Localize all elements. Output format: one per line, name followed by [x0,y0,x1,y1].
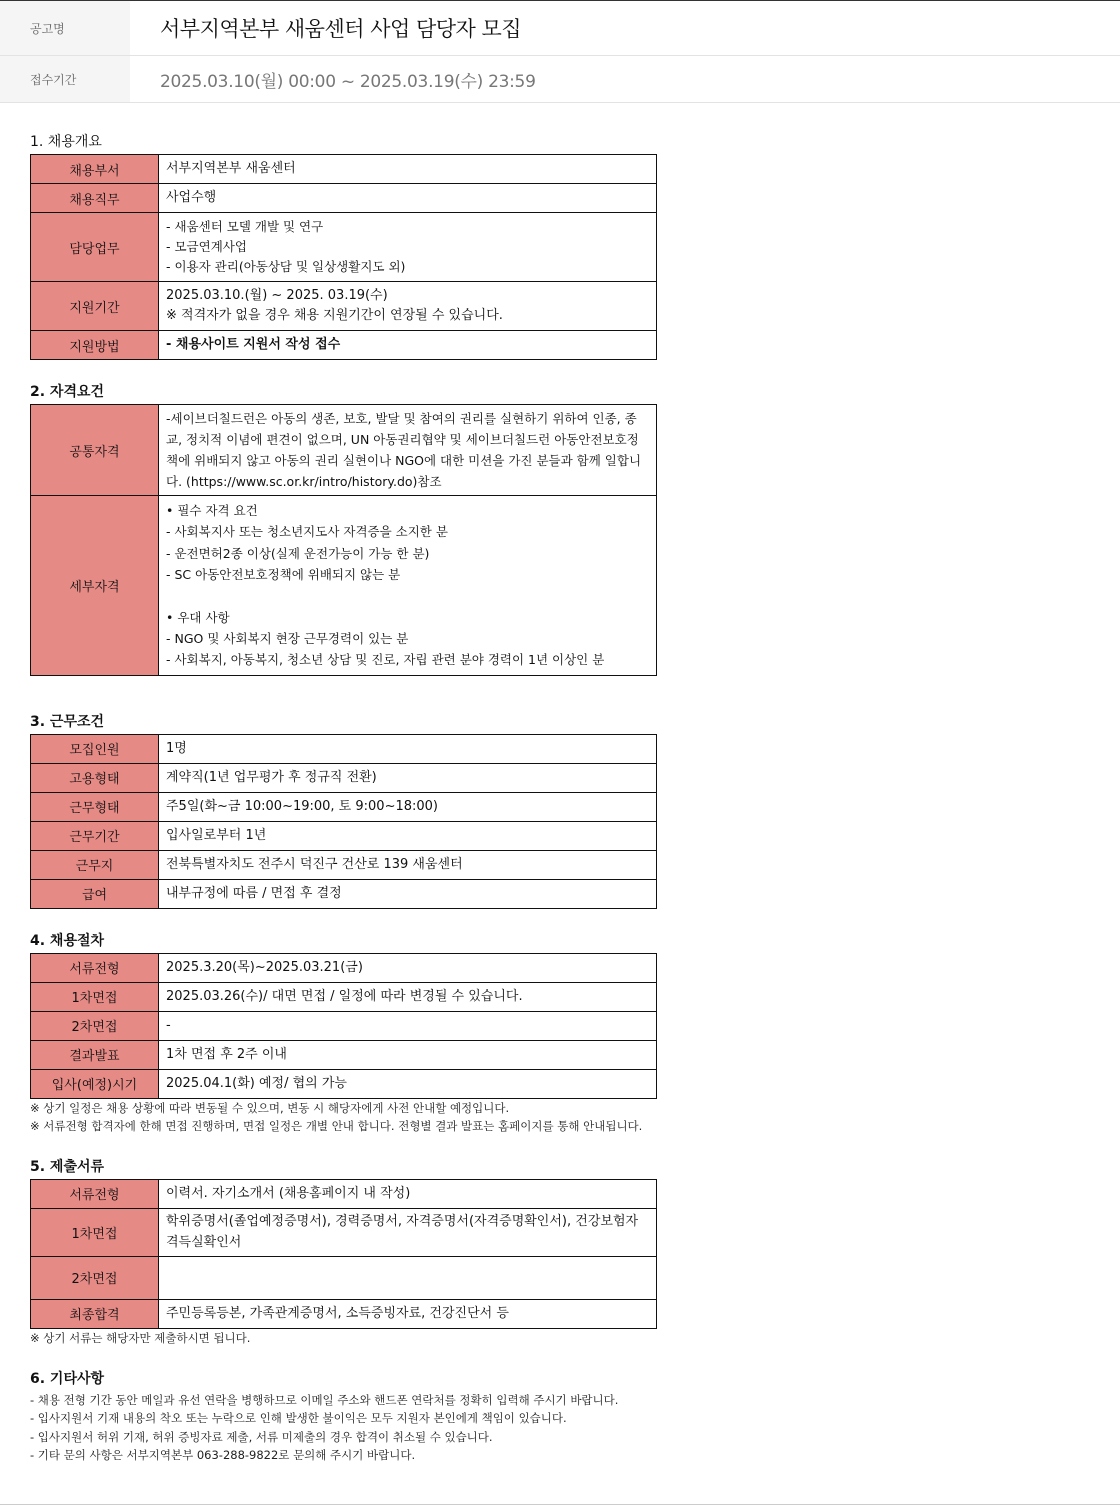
section-title-conditions: 3. 근무조건 [30,713,105,730]
table-row [31,1011,657,1040]
row-key: 서류전형 [31,953,159,982]
misc-line: - 채용 전형 기간 동안 메일과 유선 연락을 병행하므로 이메일 주소와 핸드폰 연락처를 정확히 입력해 주시기 바랍니다. [30,1392,619,1407]
value-line: - 사회복지사 또는 청소년지도사 자격증을 소지한 분 [166,524,448,540]
row-key: 모집인원 [31,734,159,763]
table-row [31,792,657,821]
value-line: - 모금연계사업 [166,239,247,254]
job-posting-body [30,130,1090,1465]
application-period-label: 접수기간 [0,56,130,102]
conditions-table [30,734,657,909]
row-key: 1차면접 [31,1208,159,1256]
table-row [31,982,657,1011]
row-key: 고용형태 [31,763,159,792]
value-line: - 운전면허2종 이상(실제 운전가능이 가능 한 분) [166,545,430,561]
row-value: 2025.03.26(수)/ 대면 면접 / 일정에 따라 변경될 수 있습니다. [159,982,657,1011]
application-period: 2025.03.10(월) 00:00 ~ 2025.03.19(수) 23:59 [160,71,536,92]
row-value: 입사일로부터 1년 [159,821,657,850]
value-line: - SC 아동안전보호정책에 위배되지 않는 분 [166,567,401,583]
row-key: 2차면접 [31,1011,159,1040]
bottom-border [0,1504,1120,1505]
table-row [31,821,657,850]
row-key: 세부자격 [31,496,159,676]
table-row [31,496,657,676]
value-line: - 새움센터 모델 개발 및 연구 [166,219,324,234]
row-key: 지원기간 [31,282,159,331]
row-value: 주5일(화~금 10:00~19:00, 토 9:00~18:00) [159,792,657,821]
table-row [31,282,657,331]
value-line: - 사회복지, 아동복지, 청소년 상담 및 진로, 자립 관련 분야 경력이 1년 이상인 분 [166,652,605,668]
table-row [31,1208,657,1256]
row-value: 계약직(1년 업무평가 후 정규직 전환) [159,763,657,792]
section-title-misc: 6. 기타사항 [30,1370,105,1387]
row-value: 이력서. 자기소개서 (채용홈페이지 내 작성) [159,1179,657,1208]
overview-table [30,154,657,360]
table-row [31,763,657,792]
row-key: 입사(예정)시기 [31,1069,159,1098]
row-key: 공통자격 [31,405,159,496]
application-period-row [0,56,1120,103]
table-row [31,1040,657,1069]
row-value: 주민등록등본, 가족관계증명서, 소득증빙자료, 건강진단서 등 [159,1299,657,1328]
notice-title: 서부지역본부 새움센터 사업 담당자 모집 [160,17,522,41]
table-row [31,331,657,360]
value-line: - NGO 및 사회복지 현장 근무경력이 있는 분 [166,631,409,647]
section-title-qualifications: 2. 자격요건 [30,384,105,400]
table-row [31,184,657,213]
table-row [31,1299,657,1328]
row-key: 최종합격 [31,1299,159,1328]
row-value: 서부지역본부 새움센터 [159,155,657,184]
row-value: 2025.3.20(목)~2025.03.21(금) [159,953,657,982]
row-value: 2025.04.1(화) 예정/ 협의 가능 [159,1069,657,1098]
row-value [159,1256,657,1299]
table-row [31,953,657,982]
row-key: 근무형태 [31,792,159,821]
row-value [159,282,657,331]
row-value: 전북특별자치도 전주시 덕진구 건산로 139 새움센터 [159,850,657,879]
process-note: ※ 서류전형 합격자에 한해 면접 진행하며, 면접 일정은 개별 안내 합니다. 전형별 결과 발표는 홈페이지를 통해 안내됩니다. [30,1118,643,1133]
table-row [31,879,657,908]
section-title-process: 4. 채용절차 [30,932,105,949]
misc-line: - 입사지원서 허위 기재, 허위 증빙자료 제출, 서류 미제출의 경우 합격이 취소될 수 있습니다. [30,1429,493,1444]
section-title-documents: 5. 제출서류 [30,1158,105,1175]
table-row [31,1256,657,1299]
row-key: 담당업무 [31,213,159,282]
row-key: 채용부서 [31,155,159,184]
row-value: 사업수행 [159,184,657,213]
qualifications-table [30,404,657,676]
table-row [31,1069,657,1098]
notice-title-label: 공고명 [0,1,130,55]
documents-table [30,1179,657,1329]
table-row [31,850,657,879]
row-value: 학위증명서(졸업예정증명서), 경력증명서, 자격증명서(자격증명확인서), 건강보험자격득실확인서 [159,1208,657,1256]
row-value: -세이브더칠드런은 아동의 생존, 보호, 발달 및 참여의 권리를 실현하기 위하여 인종, 종교, 정치적 이념에 편견이 없으며, UN 아동권리협약 및 세이브더칠드런 아동안전보호정책에 위배되지 않고 아동의 권리 실현이나 NGO에 대한 미션을 가진 분들과 함께 일합니다. (https://www.sc.or.kr/intro/history.do)참조 [159,405,657,496]
row-key: 지원방법 [31,331,159,360]
row-key: 근무지 [31,850,159,879]
value-line: • 우대 사항 [166,609,230,625]
row-key: 근무기간 [31,821,159,850]
row-key: 급여 [31,879,159,908]
table-row [31,405,657,496]
misc-line: - 입사지원서 기재 내용의 착오 또는 누락으로 인해 발생한 불이익은 모두 지원자 본인에게 책임이 있습니다. [30,1411,567,1426]
row-value: 1명 [159,734,657,763]
table-row [31,734,657,763]
section-title-overview: 1. 채용개요 [30,134,102,150]
row-key: 1차면접 [31,982,159,1011]
row-key: 서류전형 [31,1179,159,1208]
value-line: ※ 적격자가 없을 경우 채용 지원기간이 연장될 수 있습니다. [166,308,503,323]
value-line: 2025.03.10.(월) ~ 2025. 03.19(수) [166,288,388,303]
row-value: - [159,1011,657,1040]
row-value: 내부규정에 따름 / 면접 후 결정 [159,879,657,908]
process-table [30,953,657,1099]
notice-title-row [0,1,1120,56]
value-line: • 필수 자격 요건 [166,503,258,518]
value-line [166,586,649,607]
table-row [31,213,657,282]
process-note: ※ 상기 일정은 채용 상황에 따라 변동될 수 있으며, 변동 시 해당자에게 사전 안내할 예정입니다. [30,1100,510,1115]
misc-line: - 기타 문의 사항은 서부지역본부 063-288-9822로 문의해 주시기 바랍니다. [30,1448,416,1463]
row-value [159,213,657,282]
row-key: 채용직무 [31,184,159,213]
table-row [31,155,657,184]
value-line: - 이용자 관리(아동상담 및 일상생활지도 외) [166,259,406,274]
row-value: - 채용사이트 지원서 작성 접수 [159,331,657,360]
row-value: 1차 면접 후 2주 이내 [159,1040,657,1069]
documents-note: ※ 상기 서류는 해당자만 제출하시면 됩니다. [30,1330,251,1345]
row-key: 결과발표 [31,1040,159,1069]
row-value [159,496,657,676]
table-row [31,1179,657,1208]
row-key: 2차면접 [31,1256,159,1299]
